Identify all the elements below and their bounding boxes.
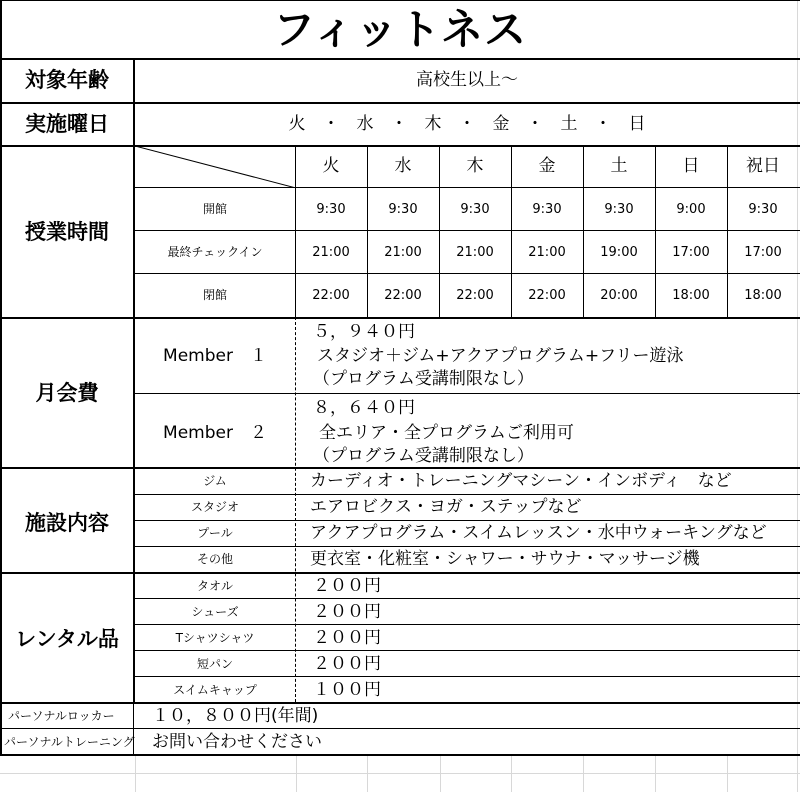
- facility-description: エアロビクス・ヨガ・ステップなど: [310, 497, 582, 517]
- plan-description: スタジオ＋ジム+アクアプログラム+フリー遊泳: [317, 346, 684, 366]
- hours-cell: 22:00: [312, 288, 350, 303]
- hours-cell: 9:30: [316, 202, 346, 217]
- row-divider: [135, 624, 800, 625]
- hours-cell: 22:00: [528, 288, 566, 303]
- rental-item-name: シューズ: [191, 605, 239, 619]
- plan-note: （プログラム受講制限なし）: [313, 369, 534, 389]
- gridline: [0, 773, 800, 774]
- row-divider: [135, 494, 800, 495]
- row-divider: [0, 317, 800, 319]
- hours-cell: 9:30: [460, 202, 490, 217]
- rental-label: レンタル品: [15, 627, 119, 651]
- rental-item-name: 短パン: [196, 657, 234, 671]
- plan-description: 全エリア・全プログラムご利用可: [319, 423, 574, 443]
- row-divider: [135, 676, 800, 677]
- col-divider: [439, 145, 440, 317]
- row-divider: [135, 393, 800, 394]
- row-divider: [0, 702, 800, 704]
- gridline: [135, 755, 136, 792]
- hours-col-header: 土: [610, 156, 628, 176]
- hours-cell: 9:30: [604, 202, 634, 217]
- hours-cell: 17:00: [744, 245, 782, 260]
- gridline: [727, 755, 728, 792]
- row-divider: [0, 145, 800, 147]
- gridline: [511, 755, 512, 792]
- rental-item-price: ２００円: [313, 576, 381, 596]
- row-divider: [135, 230, 800, 231]
- rental-item-price: ２００円: [313, 602, 381, 622]
- training-label: パーソナルトレーニング: [4, 735, 135, 749]
- hours-col-header: 金: [538, 156, 556, 176]
- diagonal-header-line: [135, 146, 296, 188]
- row-divider: [0, 102, 800, 104]
- rental-item-price: ２００円: [313, 654, 381, 674]
- facility-name: ジム: [203, 474, 227, 488]
- hours-cell: 18:00: [744, 288, 782, 303]
- target-age-value: 高校生以上～: [416, 70, 518, 90]
- target-age-label: 対象年齢: [25, 68, 109, 92]
- plan-price: ８，６４０円: [313, 398, 415, 418]
- hours-label: 授業時間: [25, 220, 109, 244]
- hours-col-header: 祝日: [746, 156, 780, 176]
- rental-item-name: スイムキャップ: [173, 683, 257, 697]
- col-divider: [295, 317, 296, 702]
- hours-cell: 9:30: [748, 202, 778, 217]
- facility-name: その他: [196, 552, 234, 566]
- rental-item-name: Tシャツシャツ: [175, 631, 255, 645]
- facilities-label: 施設内容: [25, 511, 109, 535]
- hours-col-header: 水: [394, 156, 412, 176]
- plan-price: ５，９４０円: [313, 322, 415, 342]
- row-divider: [135, 598, 800, 599]
- row-divider: [135, 520, 800, 521]
- col-divider: [583, 145, 584, 317]
- row-divider: [135, 546, 800, 547]
- gridline: [583, 755, 584, 792]
- hours-cell: 18:00: [672, 288, 710, 303]
- gridline: [655, 755, 656, 792]
- training-value: お問い合わせください: [152, 732, 322, 752]
- page-title: フィットネス: [272, 5, 528, 54]
- facility-description: アクアプログラム・スイムレッスン・水中ウォーキングなど: [310, 523, 767, 543]
- row-divider: [0, 467, 800, 469]
- row-divider: [0, 728, 800, 729]
- hours-cell: 21:00: [384, 245, 422, 260]
- hours-cell: 21:00: [528, 245, 566, 260]
- hours-cell: 9:30: [532, 202, 562, 217]
- hours-col-header: 日: [682, 156, 700, 176]
- row-divider: [0, 572, 800, 574]
- facility-name: プール: [197, 526, 233, 540]
- hours-cell: 19:00: [600, 245, 638, 260]
- hours-row-label: 開館: [202, 202, 228, 216]
- rental-item-price: １００円: [313, 680, 381, 700]
- plan-note: （プログラム受講制限なし）: [313, 446, 534, 466]
- monthly-fee-label: 月会費: [35, 381, 99, 405]
- facility-description: カーディオ・トレーニングマシーン・インボディ など: [310, 471, 732, 491]
- hours-cell: 22:00: [456, 288, 494, 303]
- hours-col-header: 火: [322, 156, 340, 176]
- days-value: 火 ・ 水 ・ 木 ・ 金 ・ 土 ・ 日: [288, 114, 646, 134]
- hours-cell: 17:00: [672, 245, 710, 260]
- hours-cell: 21:00: [312, 245, 350, 260]
- facility-name: スタジオ: [190, 500, 240, 514]
- hours-cell: 9:00: [676, 202, 706, 217]
- gridline: [296, 755, 297, 792]
- days-label: 実施曜日: [25, 112, 109, 136]
- col-divider: [655, 145, 656, 317]
- hours-cell: 21:00: [456, 245, 494, 260]
- col-divider: [727, 145, 728, 317]
- rental-item-price: ２００円: [313, 628, 381, 648]
- hours-cell: 20:00: [600, 288, 638, 303]
- col-divider: [511, 145, 512, 317]
- row-divider: [0, 58, 800, 60]
- row-divider: [135, 650, 800, 651]
- hours-col-header: 木: [466, 156, 484, 176]
- facility-description: 更衣室・化粧室・シャワー・サウナ・マッサージ機: [310, 549, 700, 569]
- hours-row-label: 閉館: [202, 288, 228, 302]
- locker-value: １０，８００円(年間): [152, 706, 319, 726]
- gridline: [440, 755, 441, 792]
- hours-cell: 22:00: [384, 288, 422, 303]
- plan-name: Member １: [163, 346, 267, 366]
- locker-label: パーソナルロッカー: [8, 709, 115, 723]
- row-divider: [135, 273, 800, 274]
- col-divider: [367, 145, 368, 317]
- rental-item-name: タオル: [196, 579, 234, 593]
- gridline: [367, 755, 368, 792]
- hours-row-label: 最終チェックイン: [167, 245, 263, 259]
- hours-cell: 9:30: [388, 202, 418, 217]
- row-divider: [0, 754, 800, 756]
- plan-name: Member ２: [163, 423, 267, 443]
